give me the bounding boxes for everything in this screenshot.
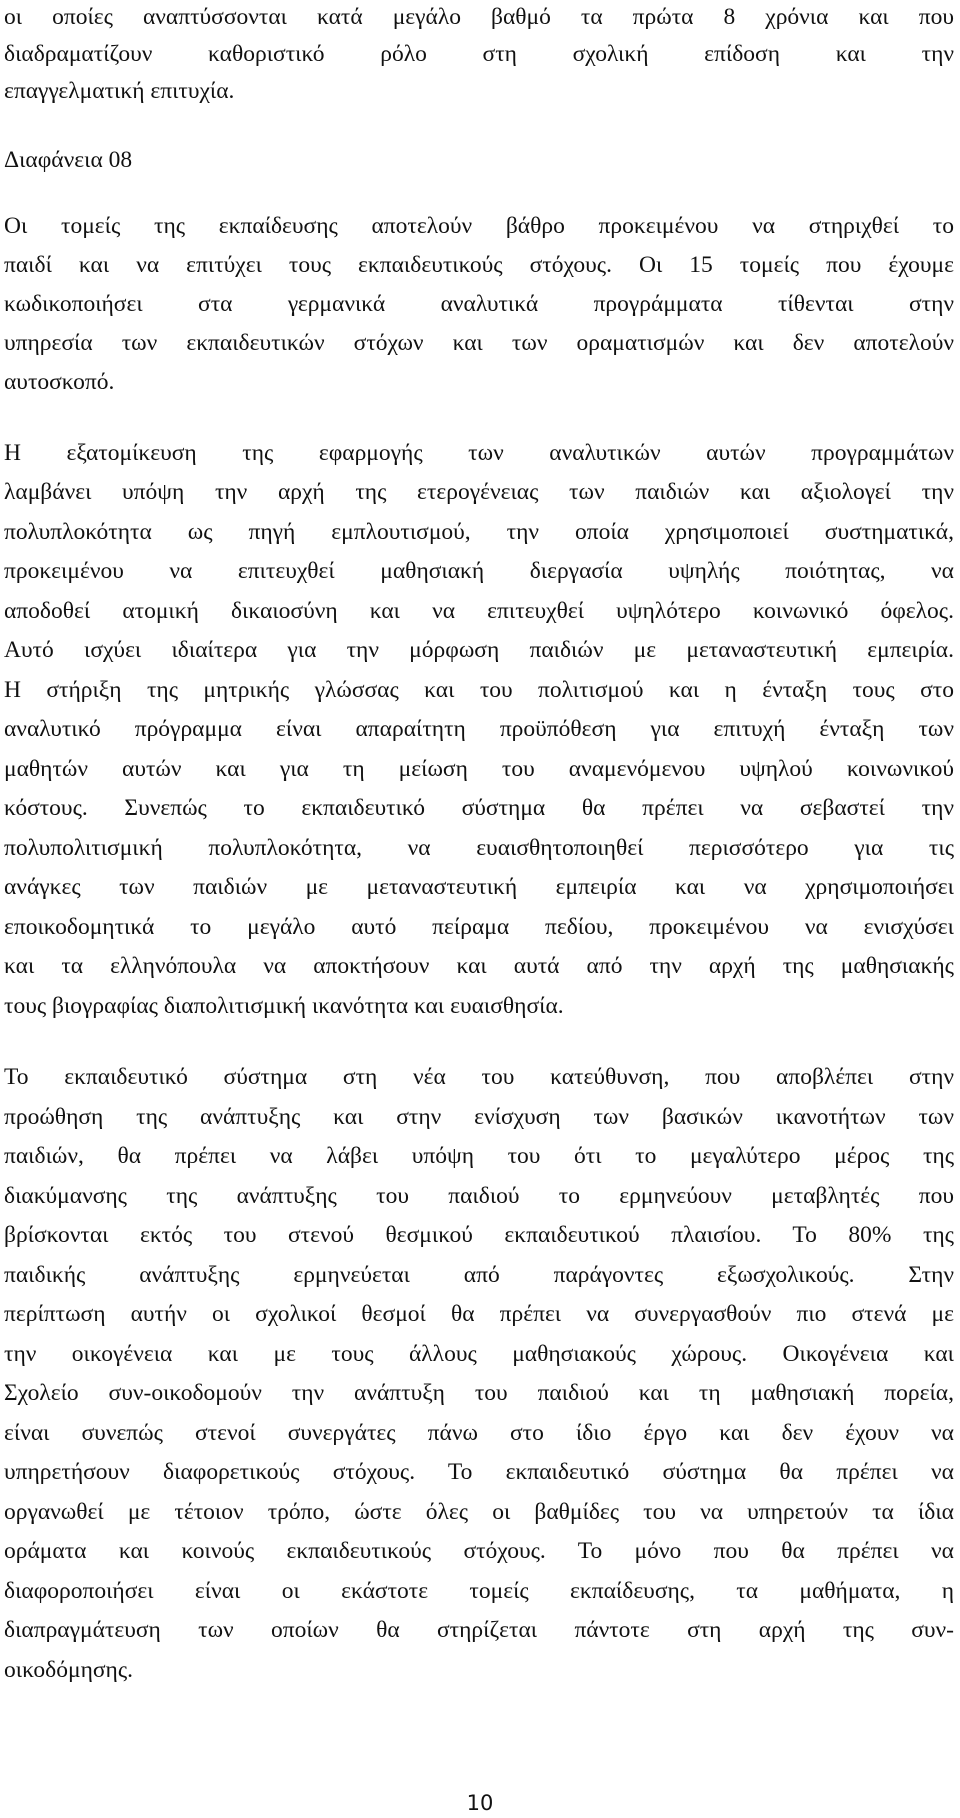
text-line: τους βιογραφίας διαπολιτισμική ικανότητα και ευαισθησία. xyxy=(4,993,564,1019)
text-line: υπηρετήσουν διαφορετικούς στόχους. Το εκπαιδευτικό σύστημα θα πρέπει να xyxy=(4,1459,954,1485)
text-line: αποδοθεί ατομική δικαιοσύνη και να επιτευχθεί υψηλότερο κοινωνικό όφελος. xyxy=(4,598,954,624)
text-line: λαμβάνει υπόψη την αρχή της ετερογένειας των παιδιών και αξιολογεί την xyxy=(4,479,954,505)
text-line: προκειμένου να επιτευχθεί μαθησιακή διεργασία υψηλής ποιότητας, να xyxy=(4,558,954,584)
text-line: οι οποίες αναπτύσσονται κατά μεγάλο βαθμό τα πρώτα 8 χρόνια και που xyxy=(4,4,954,30)
text-line: διαπραγμάτευση των οποίων θα στηρίζεται πάντοτε στη αρχή της συν- xyxy=(4,1617,954,1643)
text-line: επαγγελματική επιτυχία. xyxy=(4,78,235,104)
text-line: διαδραματίζουν καθοριστικό ρόλο στη σχολική επίδοση και την xyxy=(4,41,954,67)
text-line: παιδιών, θα πρέπει να λάβει υπόψη του ότι το μεγαλύτερο μέρος της xyxy=(4,1143,954,1169)
text-line: Αυτό ισχύει ιδιαίτερα για την μόρφωση παιδιών με μεταναστευτική εμπειρία. xyxy=(4,637,954,663)
text-line: και τα ελληνόπουλα να αποκτήσουν και αυτά από την αρχή της μαθησιακής xyxy=(4,953,954,979)
text-line: ανάγκες των παιδιών με μεταναστευτική εμπειρία και να χρησιμοποιήσει xyxy=(4,874,954,900)
text-line: την οικογένεια και με τους άλλους μαθησιακούς χώρους. Οικογένεια και xyxy=(4,1341,954,1367)
slide-heading: Διαφάνεια 08 xyxy=(4,147,133,173)
text-line: περίπτωση αυτήν οι σχολικοί θεσμοί θα πρέπει να συνεργασθούν πιο στενά με xyxy=(4,1301,954,1327)
text-line: είναι συνεπώς στενοί συνεργάτες πάνω στο ίδιο έργο και δεν έχουν να xyxy=(4,1420,954,1446)
text-line: Η εξατομίκευση της εφαρμογής των αναλυτικών αυτών προγραμμάτων xyxy=(4,440,954,466)
text-line: οράματα και κοινούς εκπαιδευτικούς στόχους. Το μόνο που θα πρέπει να xyxy=(4,1538,954,1564)
text-line: Οι τομείς της εκπαίδευσης αποτελούν βάθρο προκειμένου να στηριχθεί το xyxy=(4,213,954,239)
text-line: παιδί και να επιτύχει τους εκπαιδευτικούς στόχους. Οι 15 τομείς που έχουμε xyxy=(4,252,954,278)
text-line: Σχολείο συν-οικοδομούν την ανάπτυξη του παιδιού και τη μαθησιακή πορεία, xyxy=(4,1380,954,1406)
text-line: Το εκπαιδευτικό σύστημα στη νέα του κατεύθυνση, που αποβλέπει στην xyxy=(4,1064,954,1090)
text-line: διαφοροποιήσει είναι οι εκάστοτε τομείς εκπαίδευσης, τα μαθήματα, η xyxy=(4,1578,954,1604)
text-line: οικοδόμησης. xyxy=(4,1657,133,1683)
text-line: Η στήριξη της μητρικής γλώσσας και του πολιτισμού και η ένταξη τους στο xyxy=(4,677,954,703)
text-line: αυτοσκοπό. xyxy=(4,369,115,395)
text-line: κωδικοποιήσει στα γερμανικά αναλυτικά προγράμματα τίθενται στην xyxy=(4,291,954,317)
text-line: αναλυτικό πρόγραμμα είναι απαραίτητη προϋπόθεση για επιτυχή ένταξη των xyxy=(4,716,954,742)
text-line: εποικοδομητικά το μεγάλο αυτό πείραμα πεδίου, προκειμένου να ενισχύσει xyxy=(4,914,954,940)
page-number: 10 xyxy=(466,1791,494,1815)
text-line: υπηρεσία των εκπαιδευτικών στόχων και των οραματισμών και δεν αποτελούν xyxy=(4,330,954,356)
text-line: κόστους. Συνεπώς το εκπαιδευτικό σύστημα θα πρέπει να σεβαστεί την xyxy=(4,795,954,821)
text-line: διακύμανσης της ανάπτυξης του παιδιού το ερμηνεύουν μεταβλητές που xyxy=(4,1183,954,1209)
text-line: μαθητών αυτών και για τη μείωση του αναμενόμενου υψηλού κοινωνικού xyxy=(4,756,954,782)
text-line: πολυπολιτισμική πολυπλοκότητα, να ευαισθητοποιηθεί περισσότερο για τις xyxy=(4,835,954,861)
text-line: παιδικής ανάπτυξης ερμηνεύεται από παράγοντες εξωσχολικούς. Στην xyxy=(4,1262,954,1288)
text-line: οργανωθεί με τέτοιον τρόπο, ώστε όλες οι βαθμίδες του να υπηρετούν τα ίδια xyxy=(4,1499,954,1525)
text-line: βρίσκονται εκτός του στενού θεσμικού εκπαιδευτικού πλαισίου. Το 80% της xyxy=(4,1222,954,1248)
text-line: προώθηση της ανάπτυξης και στην ενίσχυση των βασικών ικανοτήτων των xyxy=(4,1104,954,1130)
text-line: πολυπλοκότητα ως πηγή εμπλουτισμού, την οποία χρησιμοποιεί συστηματικά, xyxy=(4,519,954,545)
